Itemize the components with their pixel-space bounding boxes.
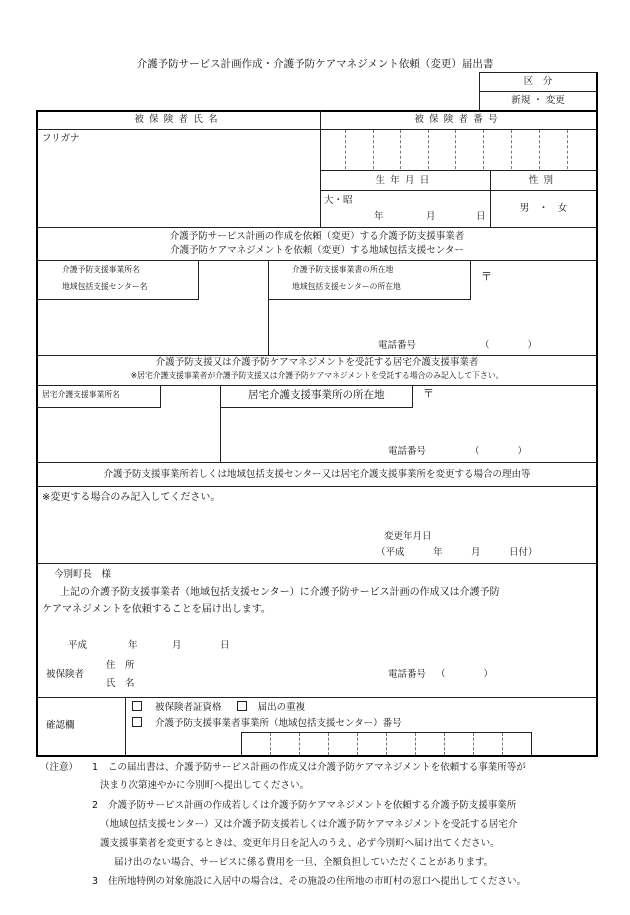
confirm-label: 確認欄	[46, 720, 75, 731]
declaration-year-label: 年	[128, 640, 138, 651]
note-1-line-2: 決まり次第速やかに今別町へ提出してください。	[100, 780, 310, 791]
frame-bottom	[36, 755, 598, 757]
kubun-value[interactable]: 新規 ・ 変更	[511, 95, 565, 106]
sex-options[interactable]: 男 ・ 女	[519, 203, 568, 214]
provider-address-label-2: 地域包括支援センターの所在地	[292, 282, 401, 291]
check-duplicate-box[interactable]	[237, 701, 247, 711]
provider-name-input[interactable]	[40, 301, 266, 353]
insured-number-header: 被保険者番号	[414, 114, 503, 125]
homecare-address-label: 居宅介護支援事業所の所在地	[248, 389, 385, 401]
declaration-day-label: 日	[220, 640, 230, 651]
change-reason-note: ※変更する場合のみ記入してください。	[42, 492, 221, 503]
homecare-phone-label: 電話番号	[388, 446, 427, 457]
homecare-heading-1: 介護予防支援又は介護予防ケアマネジメントを受託する居宅介護支援事業者	[155, 357, 479, 368]
provider-name-label-2: 地域包括支援センター名	[62, 282, 148, 291]
birth-month-label: 月	[426, 211, 436, 222]
declarant-input[interactable]	[150, 657, 370, 693]
sex-header: 性別	[528, 175, 559, 186]
declaration-month-label: 月	[172, 640, 182, 651]
notes-prefix: （注意）	[40, 762, 79, 773]
provider-heading-2: 介護予防ケアマネジメントを依頼（変更）する地域包括支援センター	[170, 245, 464, 256]
note-1-number: 1	[92, 762, 99, 773]
check-qualification-label: 被保険者証資格	[155, 702, 222, 713]
note-3-line-1: 住所地特例の対象施設に入居中の場合は、その施設の住所地の市町村の窓口へ提出してください。	[108, 876, 527, 887]
homecare-name-input[interactable]	[40, 409, 218, 460]
check-duplicate-label: 届出の重複	[257, 702, 306, 713]
provider-phone-label: 電話番号	[378, 340, 417, 351]
provider-postal-mark: 〒	[481, 270, 492, 283]
frame-top	[36, 110, 597, 112]
check-provider-number-box[interactable]	[132, 717, 142, 727]
declarant-label: 被保険者	[46, 669, 85, 680]
declarant-phone-input[interactable]: （ ）	[436, 669, 494, 680]
birth-year-label: 年	[374, 211, 384, 222]
birth-header: 生年月日	[375, 175, 435, 186]
birth-day-label: 日	[476, 211, 486, 222]
kubun-label: 区 分	[523, 76, 553, 87]
declaration-text-2: ケアマネジメントを依頼することを届け出します。	[42, 604, 271, 615]
provider-heading-1: 介護予防サービス計画の作成を依頼（変更）する介護予防支援事業者	[169, 231, 465, 242]
declaration-text-1: 上記の介護予防支援事業者（地域包括支援センター）に介護予防サービス計画の作成又は介護予防	[60, 587, 500, 598]
frame-left	[36, 110, 38, 755]
insured-number-input[interactable]	[321, 130, 596, 169]
note-1-line-1: この届出書は、介護予防サービス計画の作成又は介護予防ケアマネジメントを依頼する事業所等が	[108, 762, 526, 773]
insured-name-header: 被保険者氏名	[134, 114, 223, 125]
provider-phone-input[interactable]: （ ）	[480, 340, 538, 351]
declarant-address-label: 住 所	[106, 660, 135, 671]
furigana-input[interactable]	[40, 146, 318, 170]
homecare-col-divider	[220, 385, 221, 462]
kubun-divider	[479, 91, 597, 92]
provider-address-label-1: 介護予防支援事業書の所在地	[292, 265, 394, 274]
note-2-line-3: 護支援事業者を変更するときは、変更年月日を記入のうえ、必ず今別町へ届け出てください。	[100, 838, 500, 849]
provider-number-input[interactable]	[242, 733, 530, 754]
homecare-postal-mark: 〒	[423, 387, 434, 400]
homecare-name-label: 居宅介護支援事業所名	[42, 390, 120, 399]
provider-col-divider	[268, 260, 269, 355]
note-2-line-4: 届け出のない場合、サービスに係る費用を一旦、全額負担していただくことがあります。	[114, 857, 494, 868]
change-date-input[interactable]: （平成 年 月 日付）	[376, 547, 538, 558]
insured-col-divider	[320, 111, 321, 227]
confirm-col-divider	[125, 697, 126, 755]
note-3-number: 3	[92, 876, 99, 887]
note-2-line-1: 介護予防サービス計画の作成若しくは介護予防ケアマネジメントを依頼する介護予防支援事業所	[108, 800, 517, 811]
furigana-label: フリガナ	[42, 133, 80, 144]
confirm-check-row-2	[132, 717, 402, 730]
homecare-phone-input[interactable]: （ ）	[470, 446, 528, 457]
note-2-number: 2	[92, 800, 99, 811]
insured-name-input[interactable]	[40, 172, 318, 224]
addressee: 今別町長 様	[54, 569, 112, 580]
confirm-check-row-1	[132, 701, 305, 714]
frame-right	[596, 72, 598, 755]
note-2-line-2: （地域包括支援センター）又は介護予防支援若しくは介護予防ケアマネジメントを受託する居宅介	[100, 819, 518, 830]
change-date-label: 変更年月日	[384, 531, 432, 542]
check-qualification-box[interactable]	[132, 701, 142, 711]
birth-era[interactable]: 大・昭	[324, 195, 353, 206]
change-reason-heading: 介護予防支援事業所若しくは地域包括支援センター又は居宅介護支援事業所を変更する場合の理由等	[103, 469, 531, 480]
homecare-address-input[interactable]	[224, 409, 594, 439]
declarant-phone-label: 電話番号	[388, 669, 427, 680]
homecare-heading-2: ※居宅介護支援事業者が介護予防支援又は介護予防ケアマネジメントを受託する場合のみ記入して下さい。	[130, 371, 504, 380]
provider-name-label-1: 介護予防支援事業所名	[62, 265, 140, 274]
check-provider-number-label: 介護予防支援事業者事業所（地域包括支援センター）番号	[155, 718, 402, 729]
change-reason-input[interactable]	[40, 508, 594, 528]
provider-address-input[interactable]	[272, 301, 594, 335]
form-title: 介護予防サービス計画作成・介護予防ケアマネジメント依頼（変更）届出書	[136, 58, 494, 70]
kubun-top-border	[479, 72, 597, 73]
declarant-name-label: 氏 名	[106, 678, 135, 689]
declaration-era: 平成	[68, 640, 88, 651]
